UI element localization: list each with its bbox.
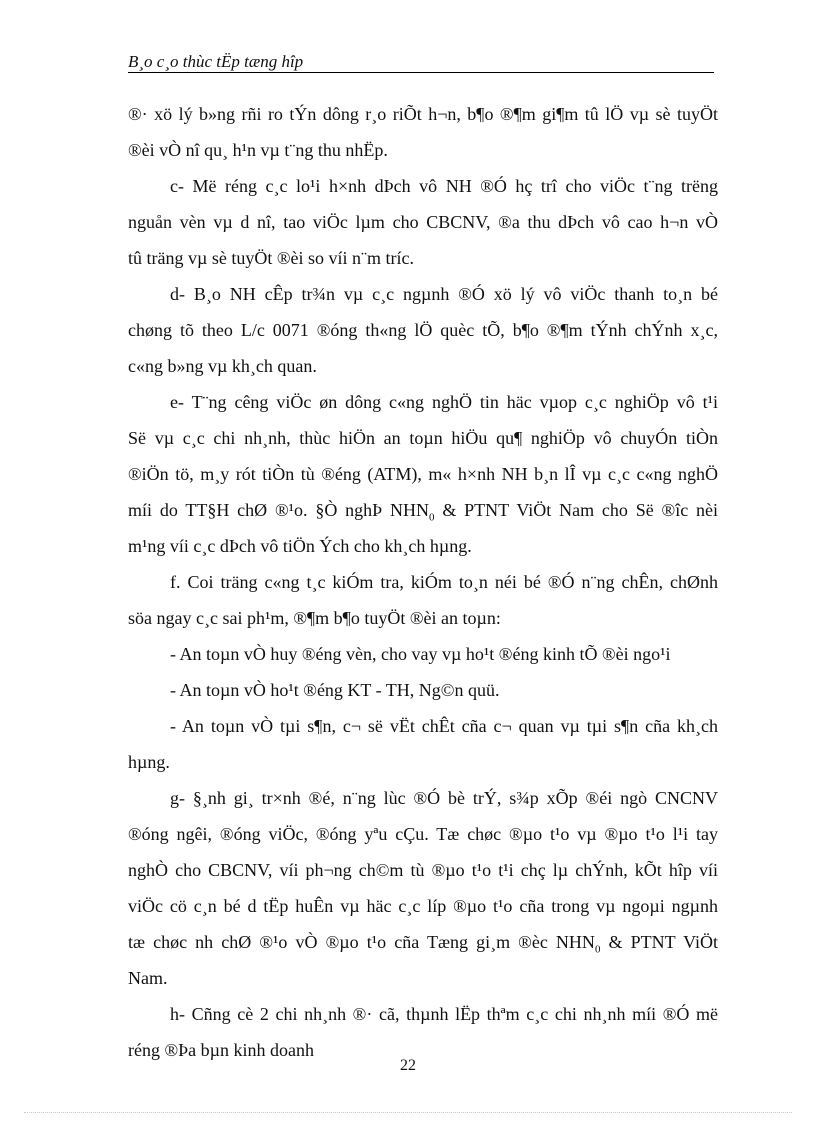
text-line-content: e- T¨ng cêng viÖc øn dông c«ng nghÖ tin häc vµop c¸c nghiÖp vô t¹i: [170, 392, 718, 412]
page-header: [128, 52, 714, 74]
text-line-content: Nam.: [128, 968, 168, 988]
subscript: 0: [429, 511, 435, 524]
header-title: B¸o c¸o thùc tËp tæng hîp: [128, 52, 304, 71]
text-line: [128, 564, 718, 600]
text-line-content: c«ng b»ng vµ kh¸ch quan.: [128, 356, 317, 376]
page-bottom-border: [24, 1112, 792, 1113]
text-line-content: nghÒ cho CBCNV, víi ph¬ng ch©m tù ®µo t¹o t¹i chç lµ chÝnh, kÕt hîp víi: [128, 860, 718, 880]
text-line-content: Së vµ c¸c chi nh¸nh, thùc hiÖn an toµn hiÖu qu¶ nghiÖp vô chuyÓn tiÒn: [128, 428, 718, 448]
text-line: [128, 816, 718, 852]
text-line-content: viÖc cö c¸n bé d tËp huÊn vµ häc c¸c líp ®µo t¹o cña trong vµ ngoµi ngµnh: [128, 896, 718, 916]
text-line: [128, 312, 718, 348]
body-text: [128, 96, 718, 1068]
text-line: [128, 672, 718, 708]
text-line-content: ®èi vÒ nî qu¸ h¹n vµ t¨ng thu nhËp.: [128, 140, 388, 160]
text-line-content: réng ®Þa bµn kinh doanh: [128, 1040, 315, 1060]
text-line: [128, 456, 718, 492]
text-line-content: nguån vèn vµ d nî, tao viÖc lµm cho CBCNV, ®a thu dÞch vô cao h¬n vÒ: [128, 212, 718, 232]
text-line: [128, 744, 718, 780]
text-line: [128, 96, 718, 132]
text-line: [128, 528, 718, 564]
text-line: [128, 384, 718, 420]
text-line-content: c- Më réng c¸c lo¹i h×nh dÞch vô NH ®Ó hç trî cho viÖc t¨ng trëng: [170, 176, 718, 196]
text-line-content: ®óng ngêi, ®óng viÖc, ®óng yªu cÇu. Tæ chøc ®µo t¹o vµ ®µo t¹o l¹i tay: [128, 824, 718, 844]
text-line-content: f. Coi träng c«ng t¸c kiÓm tra, kiÓm to¸n néi bé ®Ó n¨ng chÊn, chØnh: [170, 572, 718, 592]
text-line: [128, 240, 718, 276]
text-line: [128, 924, 718, 960]
page-number: 22: [400, 1057, 416, 1074]
text-line: [128, 780, 718, 816]
text-line-content: - An toµn vÒ tµi s¶n, c¬ së vËt chÊt cña c¬ quan vµ tµi s¶n cña kh¸ch: [170, 716, 718, 736]
text-line: [128, 132, 718, 168]
text-line: [128, 888, 718, 924]
text-line-content: g- §¸nh gi¸ tr×nh ®é, n¨ng lùc ®Ó bè trÝ, s¾p xÕp ®éi ngò CNCNV: [170, 788, 718, 808]
text-line: [128, 276, 718, 312]
text-line-content: d- B¸o NH cÊp tr¾n vµ c¸c ngµnh ®Ó xö lý vô viÖc thanh to¸n bé: [170, 284, 718, 304]
text-line: [128, 420, 718, 456]
text-line-content: tæ chøc nh chØ ®¹o vÒ ®µo t¹o cña Tæng gi¸m ®èc NHN: [128, 932, 595, 952]
text-line-content: m¹ng víi c¸c dÞch vô tiÖn Ých cho kh¸ch hµng.: [128, 536, 472, 556]
text-line-continuation: & PTNT ViÖt Nam cho Së ®îc nèi: [434, 500, 718, 520]
text-line-content: hµng.: [128, 752, 170, 772]
text-line-content: tû träng vµ sè tuyÖt ®èi so víi n¨m tríc.: [128, 248, 415, 268]
text-line-content: míi do TT§H chØ ®¹o. §Ò nghÞ NHN: [128, 500, 430, 520]
subscript: 0: [594, 943, 601, 956]
text-line: [128, 492, 718, 528]
text-line: [128, 996, 718, 1032]
text-line-content: h- Cñng cè 2 chi nh¸nh ®· cã, thµnh lËp thªm c¸c chi nh¸nh míi ®Ó më: [170, 1004, 718, 1024]
text-line: [128, 708, 718, 744]
text-line-content: söa ngay c¸c sai ph¹m, ®¶m b¶o tuyÖt ®èi an toµn:: [128, 608, 501, 628]
text-line-continuation: & PTNT ViÖt: [600, 932, 718, 952]
text-line: [128, 852, 718, 888]
text-line: [128, 348, 718, 384]
text-line-content: ®iÖn tö, m¸y rót tiÒn tù ®éng (ATM), m« h×nh NH b¸n lÎ vµ c¸c c«ng nghÖ: [128, 464, 718, 484]
text-line-content: - An toµn vÒ ho¹t ®éng KT - TH, Ng©n quü.: [170, 680, 500, 700]
text-line-content: chøng tõ theo L/c 0071 ®óng th«ng lÖ quèc tÕ, b¶o ®¶m tÝnh chÝnh x¸c,: [128, 320, 718, 340]
text-line: [128, 168, 718, 204]
text-line: [128, 636, 718, 672]
header-rule: [128, 72, 714, 73]
text-line-content: ®· xö lý b»ng rñi ro tÝn dông r¸o riÕt h¬n, b¶o ®¶m gi¶m tû lÖ vµ sè tuyÖt: [128, 104, 718, 124]
text-line: [128, 204, 718, 240]
text-line: [128, 960, 718, 996]
text-line: [128, 600, 718, 636]
text-line-content: - An toµn vÒ huy ®éng vèn, cho vay vµ ho¹t ®éng kinh tÕ ®èi ngo¹i: [170, 644, 671, 664]
